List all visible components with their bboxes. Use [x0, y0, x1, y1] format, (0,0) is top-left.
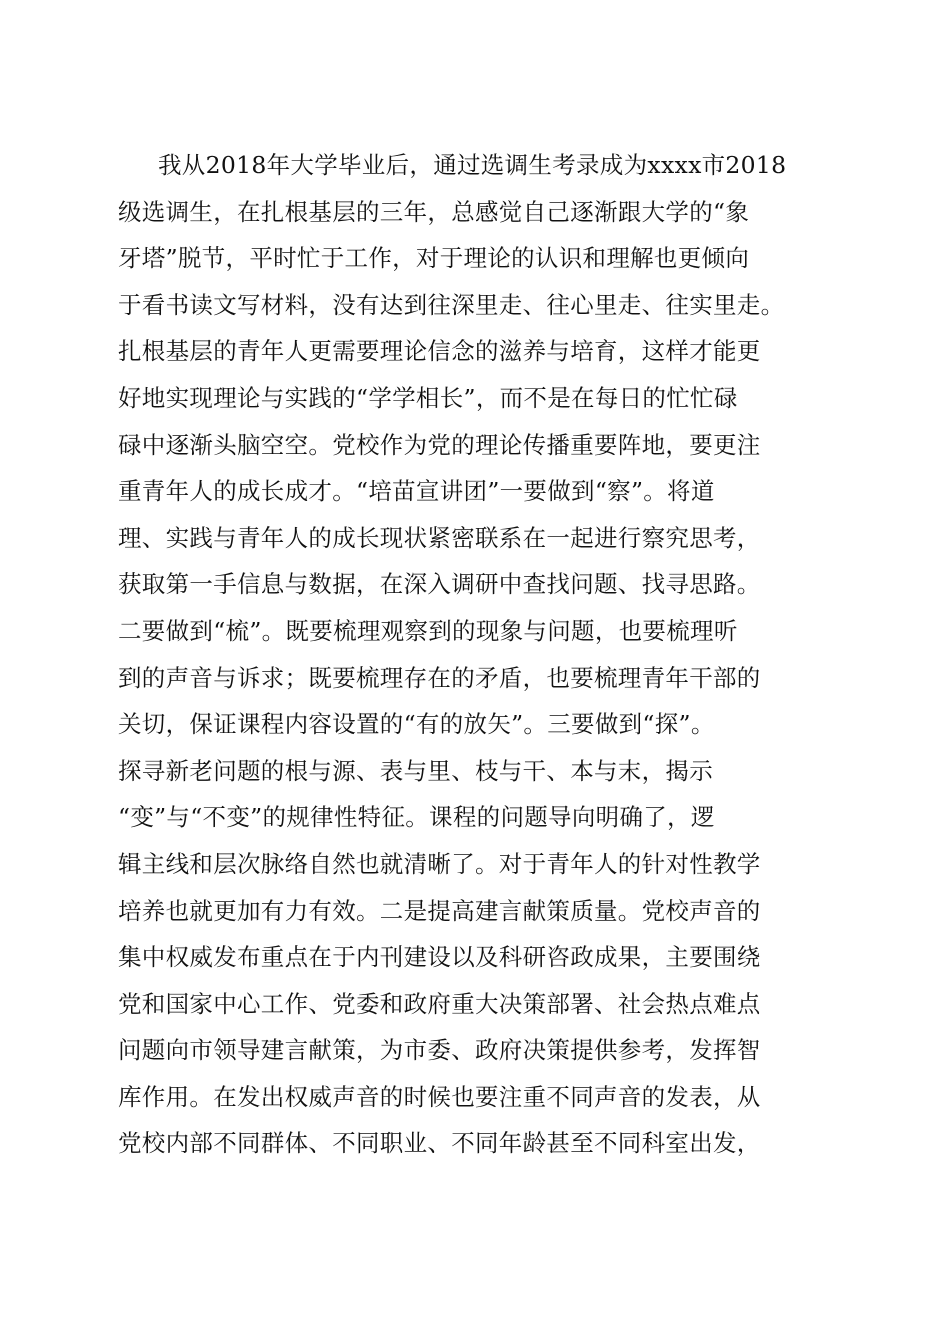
text-line: 辑主线和层次脉络自然也就清晰了。对于青年人的针对性教学: [118, 849, 761, 878]
text-line: 问题向市领导建言献策，为市委、政府决策提供参考，发挥智: [118, 1036, 761, 1065]
text-line: 碌中逐渐头脑空空。党校作为党的理论传播重要阵地，要更注: [118, 430, 761, 459]
text-line: 我从2018年大学毕业后，通过选调生考录成为xxxx市2018: [158, 151, 787, 179]
text-line: 于看书读文写材料，没有达到往深里走、往心里走、往实里走。: [118, 290, 785, 319]
text-line: 关切，保证课程内容设置的“有的放矢”。三要做到“探”。: [118, 710, 715, 739]
text-line: 到的声音与诉求；既要梳理存在的矛盾，也要梳理青年干部的: [118, 663, 761, 692]
text-line: 级选调生，在扎根基层的三年，总感觉自己逐渐跟大学的“象: [118, 197, 750, 226]
text-line: 二要做到“梳”。既要梳理观察到的现象与问题，也要梳理听: [118, 616, 738, 645]
text-line: 党和国家中心工作、党委和政府重大决策部署、社会热点难点: [118, 989, 761, 1018]
text-line: 理、实践与青年人的成长现状紧密联系在一起进行察究思考，: [118, 523, 761, 552]
text-line: 牙塔”脱节，平时忙于工作，对于理论的认识和理解也更倾向: [118, 244, 750, 273]
text-line: 党校内部不同群体、不同职业、不同年龄甚至不同科室出发，: [118, 1129, 761, 1158]
text-line: 好地实现理论与实践的“学学相长”，而不是在每日的忙忙碌: [118, 383, 738, 412]
text-line: 集中权威发布重点在于内刊建设以及科研咨政成果，主要围绕: [118, 943, 761, 972]
text-line: “变”与“不变”的规律性特征。课程的问题导向明确了，逻: [118, 803, 715, 832]
text-line: 扎根基层的青年人更需要理论信念的滋养与培育，这样才能更: [118, 337, 761, 366]
text-line: 获取第一手信息与数据，在深入调研中查找问题、找寻思路。: [118, 570, 761, 599]
text-line: 培养也就更加有力有效。二是提高建言献策质量。党校声音的: [118, 896, 761, 925]
body-paragraph: [118, 142, 838, 1167]
text-line: 探寻新老问题的根与源、表与里、枝与干、本与末，揭示: [118, 756, 713, 785]
text-line: 重青年人的成长成才。“培苗宣讲团”一要做到“察”。将道: [118, 477, 715, 506]
text-line: 库作用。在发出权威声音的时候也要注重不同声音的发表，从: [118, 1082, 761, 1111]
